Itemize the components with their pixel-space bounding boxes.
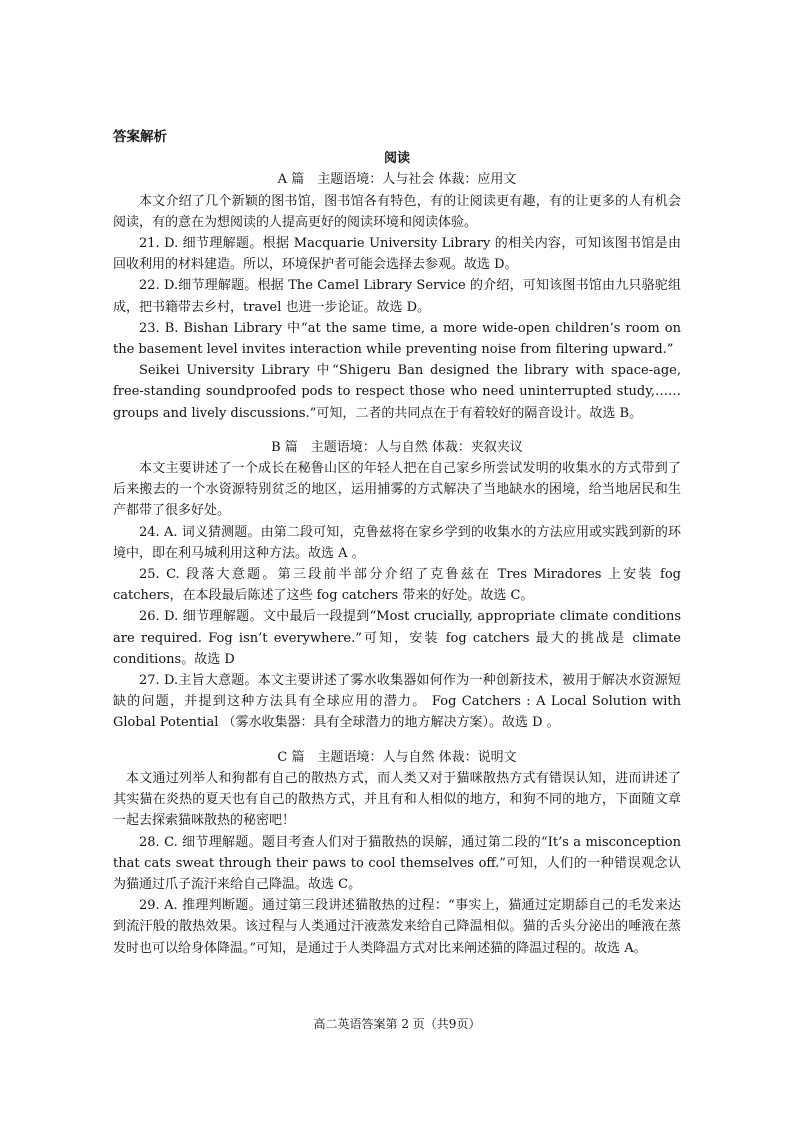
passage-c-summary: 本文通过列举人和狗都有自己的散热方式，而人类又对于猫咪散热方式有错误认知，进而讲述了其实猫在炎热的夏天也有自己的散热方式，并且有和人相似的地方，和狗不同的地方，下面随文章一起去探索猫咪散热的秘密吧！ xyxy=(113,770,681,829)
answer-22: 22. D.细节理解题。根据 The Camel Library Service 的介绍，可知该图书馆由九只骆驼组成，把书籍带去乡村，travel 也进一步论证。故选 D。 xyxy=(113,278,681,315)
section-title: 答案解析 xyxy=(113,129,167,145)
passage-a-summary: 本文介绍了几个新颖的图书馆，图书馆各有特色，有的让阅读更有趣，有的让更多的人有机会阅读，有的意在为想阅读的人提高更好的阅读环境和阅读体验。 xyxy=(113,193,681,230)
passage-c-heading: C 篇 主题语境：人与自然 体裁：说明文 xyxy=(277,749,517,765)
answer-26: 26. D. 细节理解题。文中最后一段提到“Most crucially, appropriate climate conditions are required. Fog isn’t everywhere.”可知，安装 fog catchers 最大的挑战是 climate conditions。故选 D xyxy=(113,609,681,667)
answer-27: 27. D.主旨大意题。本文主要讲述了雾水收集器如何作为一种创新技术，被用于解决水资源短缺的问题，并提到这种方法具有全球应用的潜力。 Fog Catchers : A Local Solution with Global Potential （雾水收集器：具有全球潜力的地方解决方案）。故选 D 。 xyxy=(113,673,681,731)
answer-23-continued: Seikei University Library 中“Shigeru Ban designed the library with space-age, free-standing soundproofed pods to respect those who need uninterrupted study,……groups and lively discussions.”可知，二者的共同点在于有着较好的隔音设计。故选 B。 xyxy=(113,363,681,421)
answer-analysis xyxy=(113,127,681,959)
page-footer: 高二英语答案第 2 页（共9页） xyxy=(313,1017,481,1031)
answer-25: 25. C. 段落大意题。第三段前半部分介绍了克鲁兹在 Tres Miradores 上安装 fog catchers，在本段最后陈述了这些 fog catchers 带来的好处。故选 C。 xyxy=(113,567,681,604)
reading-title: 阅读 xyxy=(383,151,410,167)
answer-23: 23. B. Bishan Library 中“at the same time, a more wide-open children’s room on the basement level invites interaction while preventing noise from filtering upward.” xyxy=(113,320,681,358)
passage-b-summary: 本文主要讲述了一个成长在秘鲁山区的年轻人把在自己家乡所尝试发明的收集水的方式带到了后来搬去的一个水资源特别贫乏的地区，运用捕雾的方式解决了当地缺水的困境，给当地居民和生产都带了很多好处。 xyxy=(113,461,681,519)
answer-29: 29. A. 推理判断题。通过第三段讲述猫散热的过程：“事实上，猫通过定期舔自己的毛发来达到流汗般的散热效果。该过程与人类通过汗液蒸发来给自己降温相似。猫的舌头分泌出的唾液在蒸发时也可以给身体降温。”可知，是通过于人类降温方式对比来阐述猫的降温过程的。故选 A。 xyxy=(113,898,681,956)
answer-28: 28. C. 细节理解题。题目考查人们对于猫散热的误解，通过第二段的“It’s a misconception that cats sweat through their paws to cool themselves off.”可知，人们的一种错误观念认为猫通过爪子流汗来给自己降温。故选 C。 xyxy=(113,834,681,892)
answer-24: 24. A. 词义猜测题。由第二段可知，克鲁兹将在家乡学到的收集水的方法应用或实践到新的环境中，即在利马城利用这种方法。故选 A 。 xyxy=(113,524,681,561)
answer-21: 21. D. 细节理解题。根据 Macquarie University Library 的相关内容，可知该图书馆是由回收利用的材料建造。所以，环境保护者可能会选择去参观。故选 D。 xyxy=(113,236,681,273)
passage-b-heading: B 篇 主题语境：人与自然 体裁：夹叙夹议 xyxy=(271,439,523,455)
passage-a-heading: A 篇 主题语境：人与社会 体裁：应用文 xyxy=(277,172,517,188)
